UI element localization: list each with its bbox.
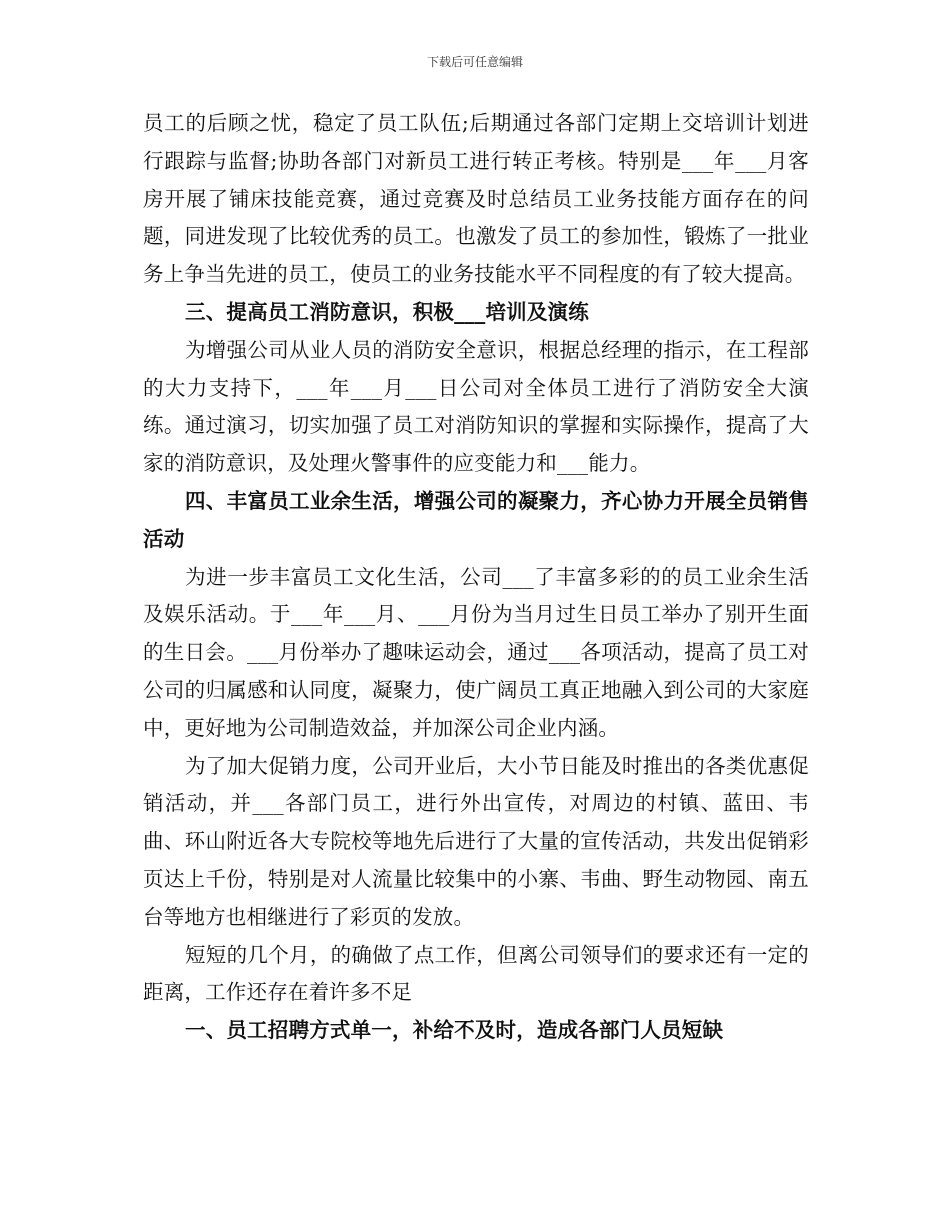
paragraph-5: 短短的几个月，的确做了点工作，但离公司领导们的要求还有一定的距离，工作还存在着许多不足	[143, 942, 809, 1005]
page-header-note: 下载后可任意编辑	[426, 55, 523, 69]
paragraph-2: 为增强公司从业人员的消防安全意识，根据总经理的指示，在工程部的大力支持下，___年___月___日公司对全体员工进行了消防安全大演练。通过演习，切实加强了员工对消防知识的掌握和实际操作，提高了大家的消防意识，及处理火警事件的应变能力和___能力。	[143, 337, 809, 476]
paragraph-3: 为进一步丰富员工文化生活，公司___了丰富多彩的的员工业余生活及娱乐活动。于___年___月、___月份为当月过生日员工举办了别开生面的生日会。___月份举办了趣味运动会，通过___各项活动，提高了员工对公司的归属感和认同度，凝聚力，使广阔员工真正地融入到公司的大家庭中，更好地为公司制造效益，并加深公司企业内涵。	[143, 564, 809, 740]
section-heading-4: 四、丰富员工业余生活，增强公司的凝聚力，齐心协力开展全员销售活动	[143, 488, 809, 551]
section-heading-3: 三、提高员工消防意识，积极___培训及演练	[185, 299, 589, 324]
section-heading-1: 一、员工招聘方式单一，补给不及时，造成各部门人员短缺	[185, 1018, 724, 1043]
document-body	[143, 105, 809, 1050]
paragraph-1: 员工的后顾之忧，稳定了员工队伍;后期通过各部门定期上交培训计划进行跟踪与监督;协助各部门对新员工进行转正考核。特别是___年___月客房开展了铺床技能竞赛，通过竞赛及时总结员工业务技能方面存在的问题，同进发现了比较优秀的员工。也激发了员工的参加性，锻炼了一批业务上争当先进的员工，使员工的业务技能水平不同程度的有了较大提高。	[143, 111, 809, 287]
paragraph-4: 为了加大促销力度，公司开业后，大小节日能及时推出的各类优惠促销活动，并___各部门员工，进行外出宣传，对周边的村镇、蓝田、韦曲、环山附近各大专院校等地先后进行了大量的宣传活动，共发出促销彩页达上千份，特别是对人流量比较集中的小寨、韦曲、野生动物园、南五台等地方也相继进行了彩页的发放。	[143, 753, 809, 929]
